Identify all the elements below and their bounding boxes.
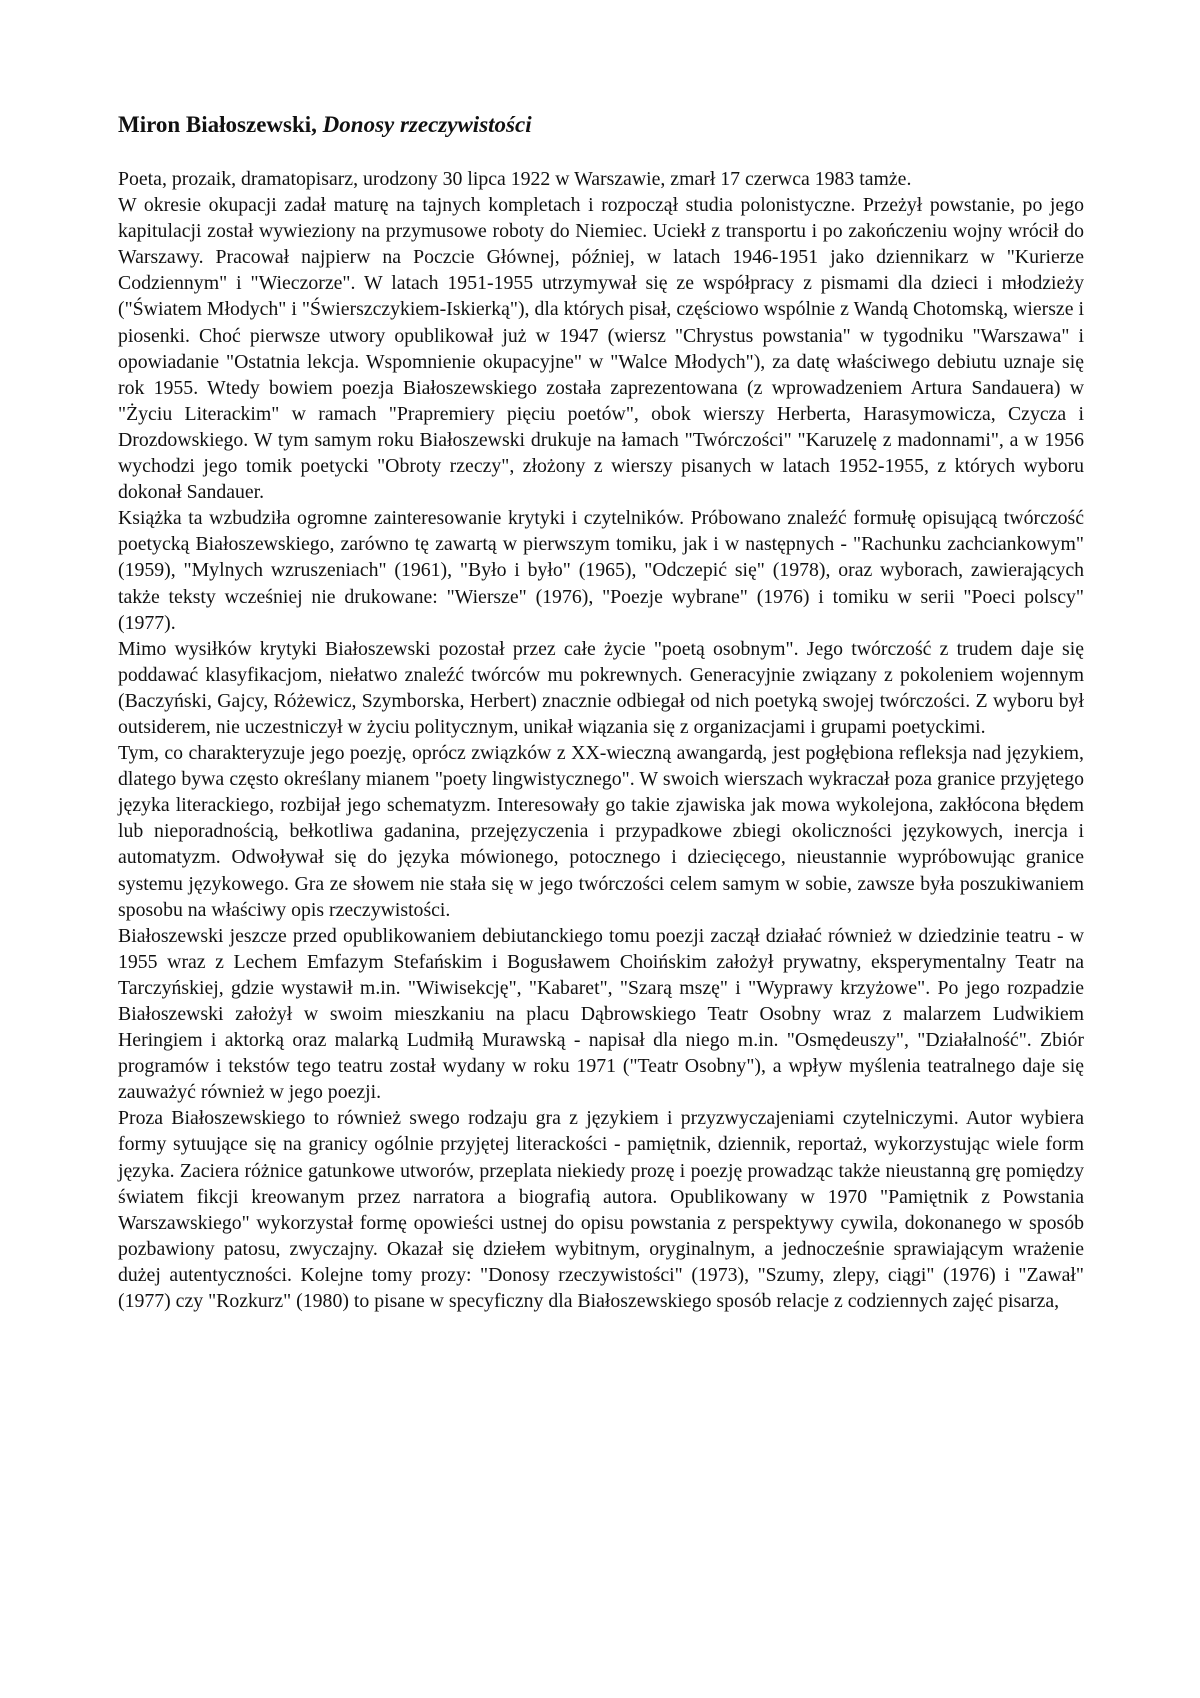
paragraph-language: Tym, co charakteryzuje jego poezję, oprócz związków z XX-wieczną awangardą, jest pogłębiona refleksja nad językiem, dlatego bywa często określany mianem "poety lingwistycznego". W swoich wierszach wykraczał poza granice przyjętego języka literackiego, rozbijał jego schematyzm. Interesowały go takie zjawiska jak mowa wykolejona, zakłócona błędem lub nieporadnością, bełkotliwa gadanina, przejęzyczenia i przypadkowe zbiegi okoliczności językowych, inercja i automatyzm. Odwoływał się do języka mówionego, potocznego i dziecięcego, nieustannie wypróbowując granice systemu językowego. Gra ze słowem nie stała się w jego twórczości celem samym w sobie, zawsze była poszukiwaniem sposobu na właściwy opis rzeczywistości. bbox=[118, 742, 1084, 921]
document-title bbox=[118, 110, 1084, 140]
title-work: Donosy rzeczywistości bbox=[322, 112, 532, 137]
title-separator: , bbox=[311, 112, 323, 137]
paragraph-separate-poet: Mimo wysiłków krytyki Białoszewski pozostał przez całe życie "poetą osobnym". Jego twórczość z trudem daje się poddawać klasyfikacjom, niełatwo znaleźć twórców mu pokrewnych. Generacyjnie związany z pokoleniem wojennym (Baczyński, Gajcy, Różewicz, Szymborska, Herbert) znacznie odbiegał od nich poetyką swojej twórczości. Z wyboru był outsiderem, nie uczestniczył w życiu politycznym, unikał wiązania się z organizacjami i grupami poetyckimi. bbox=[118, 637, 1084, 738]
paragraph-prose: Proza Białoszewskiego to również swego rodzaju gra z językiem i przyzwyczajeniami czytelniczymi. Autor wybiera formy sytuujące się na granicy ogólnie przyjętej literackości - pamiętnik, dziennik, reportaż, wykorzystując wiele form języka. Zaciera różnice gatunkowe utworów, przeplata niekiedy prozę i poezję prowadząc także nieustanną grę pomiędzy światem fikcji kreowanym przez narratora a biografią autora. Opublikowany w 1970 "Pamiętnik z Powstania Warszawskiego" wykorzystał formę opowieści ustnej do opisu powstania z perspektywy cywila, dokonanego w sposób pozbawiony patosu, zwyczajny. Okazał się dziełem wybitnym, oryginalnym, a jednocześnie sprawiającym wrażenie dużej autentyczności. Kolejne tomy prozy: "Donosy rzeczywistości" (1973), "Szumy, zlepy, ciągi" (1976) i "Zawał" (1977) czy "Rozkurz" (1980) to pisane w specyficzny dla Białoszewskiego sposób relacje z codziennych zajęć pisarza, bbox=[118, 1107, 1084, 1313]
paragraph-theatre: Białoszewski jeszcze przed opublikowaniem debiutanckiego tomu poezji zaczął działać również w dziedzinie teatru - w 1955 wraz z Lechem Emfazym Stefańskim i Bogusławem Choińskim założył prywatny, eksperymentalny Teatr na Tarczyńskiej, gdzie wystawił m.in. "Wiwisekcję", "Kabaret", "Szarą mszę" i "Wyprawy krzyżowe". Po jego rozpadzie Białoszewski założył w swoim mieszkaniu na placu Dąbrowskiego Teatr Osobny wraz z malarzem Ludwikiem Heringiem i aktorką oraz malarką Ludmiłą Murawską - napisał dla niego m.in. "Osmędeuszy", "Działalność". Zbiór programów i tekstów tego teatru został wydany w roku 1971 ("Teatr Osobny"), a wpływ myślenia teatralnego daje się zauważyć również w jego poezji. bbox=[118, 924, 1084, 1104]
document-page bbox=[118, 110, 1084, 1314]
paragraph-reception: Książka ta wzbudziła ogromne zainteresowanie krytyki i czytelników. Próbowano znaleźć formułę opisującą twórczość poetycką Białoszewskiego, zarówno tę zawartą w pierwszym tomiku, jak i w następnych - "Rachunku zachciankowym" (1959), "Mylnych wzruszeniach" (1961), "Było i było" (1965), "Odczepić się" (1978), oraz wyborach, zawierających także teksty wcześniej nie drukowane: "Wiersze" (1976), "Poezje wybrane" (1976) i tomiku w serii "Poeci polscy" (1977). bbox=[118, 507, 1084, 634]
title-author: Miron Białoszewski bbox=[118, 112, 312, 137]
paragraph-biography: Poeta, prozaik, dramatopisarz, urodzony 30 lipca 1922 w Warszawie, zmarł 17 czerwca 1983 tamże. bbox=[118, 168, 912, 190]
paragraph-occupation-debut: W okresie okupacji zadał maturę na tajnych kompletach i rozpoczął studia polonistyczne. Przeżył powstanie, po jego kapitulacji został wywieziony na przymusowe roboty do Niemiec. Uciekł z transportu i po zakończeniu wojny wrócił do Warszawy. Pracował najpierw na Poczcie Głównej, później, w latach 1946-1951 jako dziennikarz w "Kurierze Codziennym" i "Wieczorze". W latach 1951-1955 utrzymywał się ze współpracy z pismami dla dzieci i młodzieży ("Światem Młodych" i "Świerszczykiem-Iskierką"), dla których pisał, częściowo wspólnie z Wandą Chotomską, wiersze i piosenki. Choć pierwsze utwory opublikował już w 1947 (wiersz "Chrystus powstania" w tygodniku "Warszawa" i opowiadanie "Ostatnia lekcja. Wspomnienie okupacyjne" w "Walce Młodych"), za datę właściwego debiutu uznaje się rok 1955. Wtedy bowiem poezja Białoszewskiego została zaprezentowana (z wprowadzeniem Artura Sandauera) w "Życiu Literackim" w ramach "Prapremiery pięciu poetów", obok wierszy Herberta, Harasymowicza, Czycza i Drozdowskiego. W tym samym roku Białoszewski drukuje na łamach "Twórczości" "Karuzelę z madonnami", a w 1956 wychodzi jego tomik poetycki "Obroty rzeczy", złożony z wierszy pisanych w latach 1952-1955, z których wyboru dokonał Sandauer. bbox=[118, 194, 1084, 504]
